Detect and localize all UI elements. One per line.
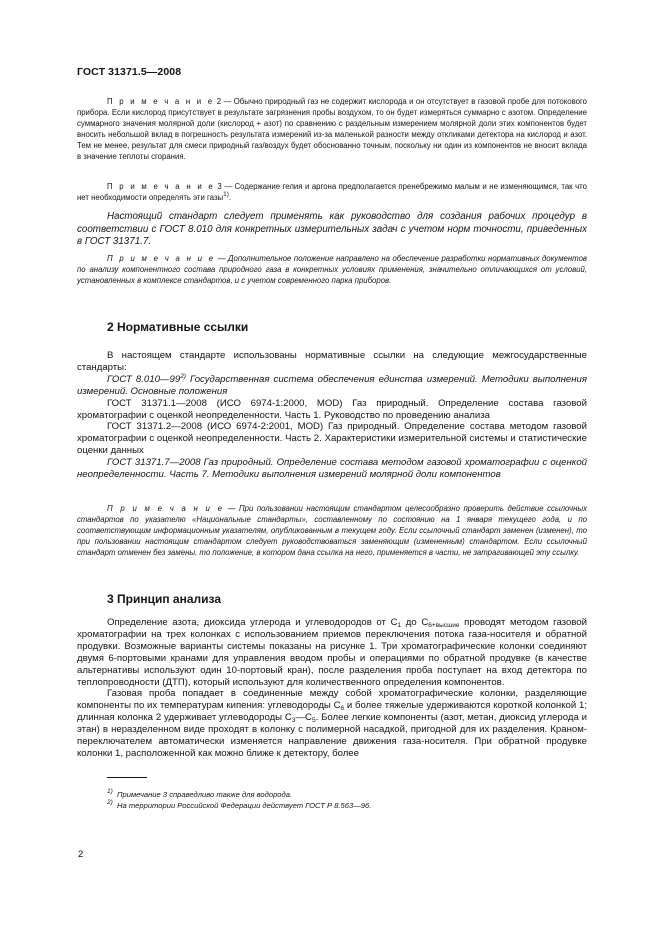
- footnote-separator: [107, 777, 147, 778]
- section-2-note-text: — При пользовании настоящим стандартом целесообразно проверить действие ссылочных стандартов по указателю «Национальные стандарты», составленному по состоянию на 1 января текущего года, и по соответствующим информационным указателям, опубликованным в текущем году. Если ссылочный стандарт заменен (изменен), то при пользовании настоящим стандартом следует руководствоваться заменяющим (измененным) стандартом. Если ссылочный стандарт отменен без замены, то положение, в котором дана ссылка на него, применяется в части, не затрагивающей эту ссылку.: [77, 504, 587, 557]
- note-additional-text: — Дополнительное положение направлено на обеспечение разработки нормативных документов по анализу компонентного состава природного газа в конкретных условиях применения, значительно отличающихся от условий, установленных в комплексе стандартов, и с учетом современного парка приборов.: [77, 254, 587, 285]
- note-2: [77, 97, 587, 162]
- section-2-body: [77, 350, 587, 481]
- reference-gost-31371-2: ГОСТ 31371.2—2008 (ИСО 6974-2:2001, MOD) Газ природный. Определение состава методом газовой хроматографии с оценкой неопределенности. Часть 2. Характеристики измерительной системы и статистические оценки данных: [77, 421, 587, 457]
- section-2-title: 2 Нормативные ссылки: [107, 320, 249, 334]
- section-2-intro: В настоящем стандарте использованы нормативные ссылки на следующие межгосударственные стандарты:: [77, 350, 587, 373]
- note-2-text: 2 — Обычно природный газ не содержит кислорода и он отсутствует в газовой пробе для потокового прибора. Если кислород присутствует в результате загрязнения пробы воздухом, то он будет измеряться суммарно с азотом. Определение суммарного значения молярной доли (кислород + азот) по сравнению с раздельным измерением молярной доли этих компонентов будет вносить небольшой вклад в погрешность результата измерений из-за маленькой разности между откликами детектора на кислород и азот. Тем не менее, результат для смеси природный газ/воздух будет обоснованно точным, поскольку ни один из компонентов не вносит вклада в значение теплоты сгорания.: [77, 97, 588, 161]
- note-3: П р и м е ч а н и е 3 — Содержание гелия и аргона предполагается пренебрежимо малым и не изменяющимся, так что нет необходимости определять эти газы$^{1)}$.: [77, 182, 587, 202]
- footnote-2: $^{2)}$ На территории Российской Федерации действует ГОСТ Р 8.563—96.: [107, 799, 372, 810]
- standard-header: ГОСТ 31371.5—2008: [77, 66, 182, 78]
- section-3-paragraph-1: Определение азота, диоксида углерода и углеводородов от $С_1$ до $С_{6+высшие}$ проводят методом газовой хроматографии на трех колонках с использованием приемов переключения потока газа-носителя и обратной продувки. Возможные варианты системы показаны на рисунке 1. Три хроматографические колонки соединяют двумя 6-портовыми кранами для управления вводом пробы и операциями по обратной продувке (в качестве альтернативы используют один 10-портовый кран), после разделения проба поступает на вход детектора по теплопроводности (ДТП), который используют для количественного определения компонентов.: [77, 617, 587, 688]
- scope-statement: Настоящий стандарт следует применять как руководство для создания рабочих процедур в соответствии с ГОСТ 8.010 для конкретных измерительных задач с учетом норм точности, приведенных в ГОСТ 31371.7.: [77, 211, 587, 248]
- section-2-note: [77, 504, 587, 559]
- note-3-text: 3 — Содержание гелия и аргона предполагается пренебрежимо малым и не изменяющимся, так что нет необходимости определять эти газы: [77, 182, 587, 202]
- section-3-paragraph-2: Газовая проба попадает в соединенные между собой хроматографические колонки, разделяющие компоненты по их температурам кипения: углеводороды $С_6$ и более тяжелые удерживаются короткой колонкой 1; длинная колонка 2 удерживает углеводороды $С_3—С_5$. Более легкие компоненты (азот, метан, диоксид углерода и этан) в неразделенном виде проходят в колонку с полимерной насадкой, пригодной для их разделения. Краном-переключателем автоматически изменяется направление движения газа-носителя. При обратной продувке колонки 1, расположенной как можно ближе к детектору, более: [77, 688, 587, 759]
- section-3-body: [77, 617, 587, 760]
- reference-gost-8010: ГОСТ 8.010—99$^{2)}$ Государственная система обеспечения единства измерений. Методики выполнения измерений. Основные положения: [77, 372, 587, 397]
- footnote-ref-2[interactable]: 2): [180, 372, 186, 380]
- reference-gost-31371-1: ГОСТ 31371.1—2008 (ИСО 6974-1:2000, MOD) Газ природный. Определение состава газовой хроматографии с оценкой неопределенности. Часть 1. Руководство по проведению анализа: [77, 397, 587, 421]
- page-number: 2: [78, 849, 84, 860]
- note-additional: [77, 254, 587, 287]
- reference-gost-31371-7: ГОСТ 31371.7—2008 Газ природный. Определение состава методом газовой хроматографии с оценкой неопределенности. Часть 7. Методики выполнения измерений молярной доли компонентов: [77, 457, 587, 481]
- section-2-note-label: П р и м е ч а н и е: [107, 504, 225, 513]
- note-additional-label: П р и м е ч а н и е: [107, 254, 216, 263]
- note-2-label: П р и м е ч а н и е: [107, 97, 215, 106]
- footnote-1: $^{1)}$ Примечание 3 справедливо также для водорода.: [107, 788, 293, 799]
- section-3-title: 3 Принцип анализа: [107, 592, 221, 606]
- footnote-ref-1[interactable]: 1): [223, 190, 229, 198]
- note-3-label: П р и м е ч а н и е: [107, 182, 215, 191]
